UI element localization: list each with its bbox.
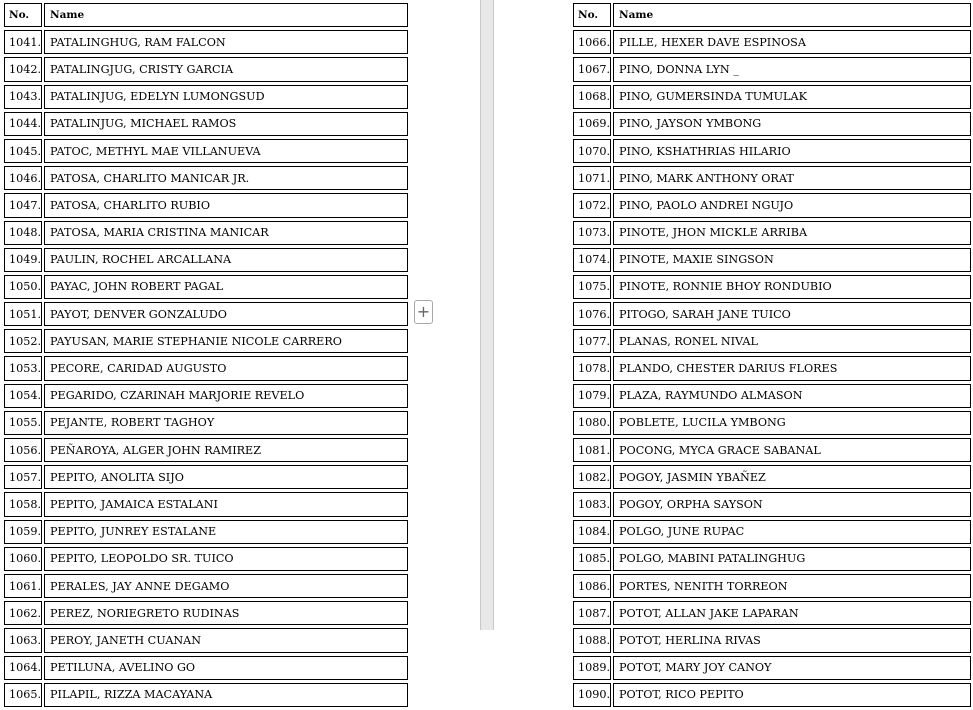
- row-number-cell: 1050.: [4, 275, 42, 299]
- table-row: [4, 547, 408, 571]
- name-cell: PATALINJUG, EDELYN LUMONGSUD: [44, 85, 408, 109]
- row-number-cell: 1081.: [573, 438, 611, 462]
- row-number-cell: 1052.: [4, 329, 42, 353]
- row-number-cell: 1048.: [4, 221, 42, 245]
- name-cell: PEÑAROYA, ALGER JOHN RAMIREZ: [44, 438, 408, 462]
- name-cell: PLANDO, CHESTER DARIUS FLORES: [613, 356, 971, 380]
- row-number-cell: 1059.: [4, 520, 42, 544]
- table-row: [573, 601, 971, 625]
- row-number-cell: 1073.: [573, 221, 611, 245]
- name-cell: POLGO, JUNE RUPAC: [613, 520, 971, 544]
- row-number-cell: 1089.: [573, 656, 611, 680]
- name-cell: PLANAS, RONEL NIVAL: [613, 329, 971, 353]
- page-gutter: [480, 0, 494, 630]
- table-row: [4, 166, 408, 190]
- roster-table-right: [571, 0, 973, 710]
- row-number-cell: 1055.: [4, 411, 42, 435]
- table-row: [4, 574, 408, 598]
- name-cell: PITOGO, SARAH JANE TUICO: [613, 302, 971, 326]
- roster-body-right: [573, 30, 971, 707]
- roster-body-left: [4, 30, 408, 707]
- table-row: [4, 601, 408, 625]
- table-row: [573, 248, 971, 272]
- name-cell: PEREZ, NORIEGRETO RUDINAS: [44, 601, 408, 625]
- name-cell: POTOT, ALLAN JAKE LAPARAN: [613, 601, 971, 625]
- document-page-right: [494, 0, 973, 702]
- table-row: [4, 193, 408, 217]
- column-header-name: Name: [44, 3, 408, 27]
- name-cell: PINOTE, RONNIE BHOY RONDUBIO: [613, 275, 971, 299]
- name-cell: PATOC, METHYL MAE VILLANUEVA: [44, 139, 408, 163]
- name-cell: POCONG, MYCA GRACE SABANAL: [613, 438, 971, 462]
- document-page-left: [0, 0, 480, 702]
- name-cell: PEGARIDO, CZARINAH MARJORIE REVELO: [44, 384, 408, 408]
- row-number-cell: 1058.: [4, 492, 42, 516]
- name-cell: PILAPIL, RIZZA MACAYANA: [44, 683, 408, 707]
- row-number-cell: 1071.: [573, 166, 611, 190]
- name-cell: PATALINGJUG, CRISTY GARCIA: [44, 57, 408, 81]
- row-number-cell: 1075.: [573, 275, 611, 299]
- row-number-cell: 1054.: [4, 384, 42, 408]
- table-row: [573, 30, 971, 54]
- name-cell: PATALINJUG, MICHAEL RAMOS: [44, 112, 408, 136]
- name-cell: PAULIN, ROCHEL ARCALLANA: [44, 248, 408, 272]
- name-cell: PINOTE, MAXIE SINGSON: [613, 248, 971, 272]
- table-row: [573, 193, 971, 217]
- name-cell: PATOSA, MARIA CRISTINA MANICAR: [44, 221, 408, 245]
- column-header-no: No.: [573, 3, 611, 27]
- row-number-cell: 1046.: [4, 166, 42, 190]
- table-row: [4, 329, 408, 353]
- row-number-cell: 1069.: [573, 112, 611, 136]
- row-number-cell: 1080.: [573, 411, 611, 435]
- name-cell: PATALINGHUG, RAM FALCON: [44, 30, 408, 54]
- table-row: [4, 57, 408, 81]
- name-cell: POBLETE, LUCILA YMBONG: [613, 411, 971, 435]
- row-number-cell: 1086.: [573, 574, 611, 598]
- row-number-cell: 1044.: [4, 112, 42, 136]
- table-row: [4, 302, 408, 326]
- table-row: [573, 656, 971, 680]
- row-number-cell: 1070.: [573, 139, 611, 163]
- row-number-cell: 1053.: [4, 356, 42, 380]
- name-cell: PEJANTE, ROBERT TAGHOY: [44, 411, 408, 435]
- table-row: [4, 628, 408, 652]
- row-number-cell: 1074.: [573, 248, 611, 272]
- name-cell: POGOY, ORPHA SAYSON: [613, 492, 971, 516]
- row-number-cell: 1079.: [573, 384, 611, 408]
- name-cell: POTOT, HERLINA RIVAS: [613, 628, 971, 652]
- row-number-cell: 1085.: [573, 547, 611, 571]
- row-number-cell: 1068.: [573, 85, 611, 109]
- table-row: [4, 492, 408, 516]
- name-cell: PERALES, JAY ANNE DEGAMO: [44, 574, 408, 598]
- table-row: [573, 221, 971, 245]
- name-cell: PINO, JAYSON YMBONG: [613, 112, 971, 136]
- row-number-cell: 1078.: [573, 356, 611, 380]
- row-number-cell: 1077.: [573, 329, 611, 353]
- row-number-cell: 1056.: [4, 438, 42, 462]
- table-row: [4, 139, 408, 163]
- row-number-cell: 1060.: [4, 547, 42, 571]
- row-number-cell: 1082.: [573, 465, 611, 489]
- name-cell: POTOT, MARY JOY CANOY: [613, 656, 971, 680]
- row-number-cell: 1088.: [573, 628, 611, 652]
- row-number-cell: 1087.: [573, 601, 611, 625]
- table-row: [4, 465, 408, 489]
- table-row: [4, 384, 408, 408]
- name-cell: PORTES, NENITH TORREON: [613, 574, 971, 598]
- table-row: [4, 356, 408, 380]
- table-row: [4, 656, 408, 680]
- row-number-cell: 1076.: [573, 302, 611, 326]
- table-row: [573, 411, 971, 435]
- add-table-row-button[interactable]: [414, 300, 433, 324]
- table-row: [4, 411, 408, 435]
- table-row: [573, 275, 971, 299]
- name-cell: PINO, MARK ANTHONY ORAT: [613, 166, 971, 190]
- name-cell: PATOSA, CHARLITO RUBIO: [44, 193, 408, 217]
- table-row: [573, 492, 971, 516]
- row-number-cell: 1057.: [4, 465, 42, 489]
- row-number-cell: 1084.: [573, 520, 611, 544]
- row-number-cell: 1064.: [4, 656, 42, 680]
- table-row: [4, 438, 408, 462]
- name-cell: PLAZA, RAYMUNDO ALMASON: [613, 384, 971, 408]
- table-row: [573, 683, 971, 707]
- row-number-cell: 1090.: [573, 683, 611, 707]
- table-row: [573, 520, 971, 544]
- name-cell: PEPITO, JAMAICA ESTALANI: [44, 492, 408, 516]
- row-number-cell: 1042.: [4, 57, 42, 81]
- table-row: [573, 547, 971, 571]
- name-cell: PAYOT, DENVER GONZALUDO: [44, 302, 408, 326]
- name-cell: PAYUSAN, MARIE STEPHANIE NICOLE CARRERO: [44, 329, 408, 353]
- name-cell: PEPITO, LEOPOLDO SR. TUICO: [44, 547, 408, 571]
- name-cell: PEPITO, ANOLITA SIJO: [44, 465, 408, 489]
- row-number-cell: 1041.: [4, 30, 42, 54]
- table-row: [573, 465, 971, 489]
- table-row: [573, 384, 971, 408]
- row-number-cell: 1051.: [4, 302, 42, 326]
- name-cell: PINOTE, JHON MICKLE ARRIBA: [613, 221, 971, 245]
- table-row: [573, 139, 971, 163]
- table-row: [573, 356, 971, 380]
- name-cell: PILLE, HEXER DAVE ESPINOSA: [613, 30, 971, 54]
- row-number-cell: 1043.: [4, 85, 42, 109]
- name-cell: PINO, GUMERSINDA TUMULAK: [613, 85, 971, 109]
- table-row: [4, 85, 408, 109]
- name-cell: POLGO, MABINI PATALINGHUG: [613, 547, 971, 571]
- row-number-cell: 1047.: [4, 193, 42, 217]
- table-row: [4, 520, 408, 544]
- name-cell: PINO, KSHATHRIAS HILARIO: [613, 139, 971, 163]
- table-header-row: [4, 3, 408, 27]
- table-header-row: [573, 3, 971, 27]
- row-number-cell: 1072.: [573, 193, 611, 217]
- row-number-cell: 1045.: [4, 139, 42, 163]
- row-number-cell: 1063.: [4, 628, 42, 652]
- name-cell: POGOY, JASMIN YBAÑEZ: [613, 465, 971, 489]
- row-number-cell: 1049.: [4, 248, 42, 272]
- table-row: [4, 112, 408, 136]
- table-row: [573, 57, 971, 81]
- plus-icon: +: [416, 302, 431, 321]
- table-row: [4, 221, 408, 245]
- name-cell: POTOT, RICO PEPITO: [613, 683, 971, 707]
- name-cell: PAYAC, JOHN ROBERT PAGAL: [44, 275, 408, 299]
- name-cell: PINO, PAOLO ANDREI NGUJO: [613, 193, 971, 217]
- roster-table-left: [2, 0, 410, 710]
- table-row: [573, 166, 971, 190]
- name-cell: PECORE, CARIDAD AUGUSTO: [44, 356, 408, 380]
- table-row: [573, 329, 971, 353]
- table-row: [4, 248, 408, 272]
- table-row: [573, 302, 971, 326]
- name-cell: PEROY, JANETH CUANAN: [44, 628, 408, 652]
- table-row: [4, 275, 408, 299]
- row-number-cell: 1066.: [573, 30, 611, 54]
- row-number-cell: 1083.: [573, 492, 611, 516]
- row-number-cell: 1061.: [4, 574, 42, 598]
- table-row: [573, 574, 971, 598]
- table-row: [573, 438, 971, 462]
- name-cell: PETILUNA, AVELINO GO: [44, 656, 408, 680]
- row-number-cell: 1062.: [4, 601, 42, 625]
- table-row: [573, 112, 971, 136]
- table-row: [4, 30, 408, 54]
- row-number-cell: 1067.: [573, 57, 611, 81]
- row-number-cell: 1065.: [4, 683, 42, 707]
- table-row: [4, 683, 408, 707]
- table-row: [573, 85, 971, 109]
- name-cell: PATOSA, CHARLITO MANICAR JR.: [44, 166, 408, 190]
- column-header-no: No.: [4, 3, 42, 27]
- name-cell: PINO, DONNA LYN _: [613, 57, 971, 81]
- column-header-name: Name: [613, 3, 971, 27]
- name-cell: PEPITO, JUNREY ESTALANE: [44, 520, 408, 544]
- table-row: [573, 628, 971, 652]
